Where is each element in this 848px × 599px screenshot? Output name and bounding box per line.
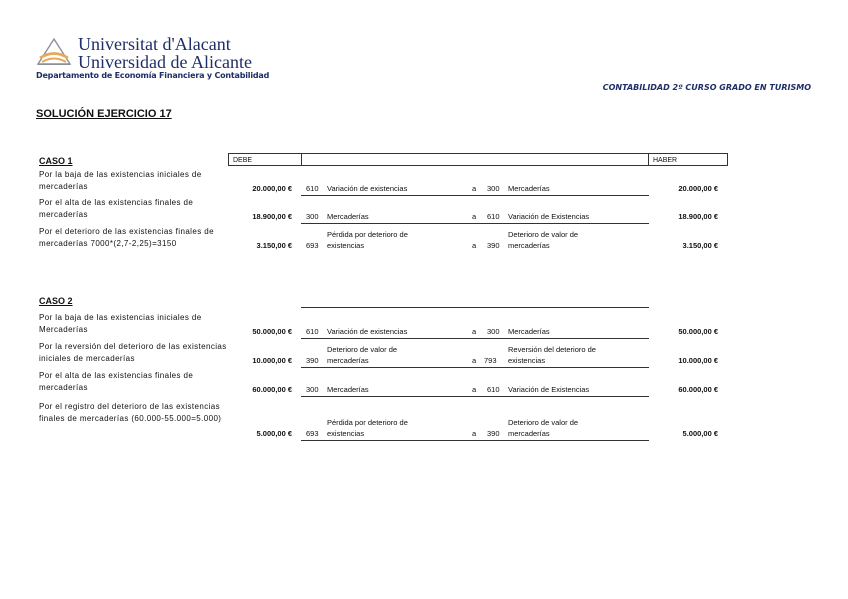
entry-divider [301,440,649,441]
caso2-entry1-debit-account: Variación de existencias [327,327,408,336]
caso2-entry4-description: Por el registro del deterioro de las existencias finales de mercaderías (60.000-55.000=5.000) [39,402,222,423]
caso1-entry1-debit-amount: 20.000,00 € [252,184,292,193]
caso1-entry1-debit-account: Variación de existencias [327,184,408,193]
caso1-entry1-debit-code: 610 [306,184,319,193]
caso2-entry3-debit-amount: 60.000,00 € [252,385,292,394]
caso2-entry4-debit-account [327,417,408,439]
credit-account-line1: Deterioro de valor de [508,418,579,427]
caso-2-top-rule [301,307,649,308]
caso2-entry1-credit-code: 300 [487,327,500,336]
caso2-entry4-debit-code: 693 [306,429,319,438]
caso2-entry3-credit-account: Variación de Existencias [508,385,590,394]
caso2-entry1-debit-amount: 50.000,00 € [252,327,292,336]
credit-account-line2: mercaderías [508,241,550,250]
caso2-entry4-debit-amount: 5.000,00 € [256,429,292,438]
caso2-entry2-credit-amount: 10.000,00 € [678,356,718,365]
entry-divider [301,396,649,397]
caso1-entry2-credit-account: Variación de Existencias [508,212,590,221]
caso2-entry4-credit-code: 390 [487,429,500,438]
caso2-entry2-debit-account [327,344,397,366]
caso1-entry3-credit-code: 390 [487,241,500,250]
caso1-entry2-credit-code: 610 [487,212,500,221]
entry-divider [301,195,649,196]
caso2-entry4-credit-account [508,417,578,439]
department-name: Departamento de Economía Financiera y Contabilidad [36,71,270,80]
caso1-entry2-a: a [472,212,477,221]
caso1-entry2-debit-account: Mercaderías [327,212,369,221]
entry-divider [301,367,649,368]
debit-account-line2: existencias [327,429,365,438]
caso1-entry3-credit-account [508,229,578,251]
debit-account-line1: Deterioro de valor de [327,345,398,354]
debit-account-line1: Pérdida por deterioro de [327,418,408,427]
caso2-entry2-debit-code: 390 [306,356,319,365]
caso2-entry1-description: Por la baja de las existencias iniciales de Mercaderías [39,313,202,334]
university-name-spanish: Universidad de Alicante [78,52,252,72]
haber-header: HABER [648,153,728,166]
caso1-entry3-debit-account [327,229,408,251]
caso2-entry2-a: a [472,356,477,365]
debit-account-line2: existencias [327,241,365,250]
caso1-entry1-credit-account: Mercaderías [508,184,550,193]
caso2-entry3-debit-account: Mercaderías [327,385,369,394]
caso2-entry2-description: Por la reversión del deterioro de las existencias iniciales de mercaderías [39,342,227,363]
page-title: SOLUCIÓN EJERCICIO 17 [36,108,172,120]
caso1-entry3-debit-code: 693 [306,241,319,250]
caso-2-label: CASO 2 [39,296,73,306]
caso1-entry3-description: Por el deterioro de las existencias finales de mercaderías 7000*(2,7-2,25)=3150 [39,227,214,248]
caso1-entry2-debit-amount: 18.900,00 € [252,212,292,221]
caso2-entry1-debit-code: 610 [306,327,319,336]
credit-account-line1: Reversión del deterioro de [508,345,596,354]
caso2-entry1-a: a [472,327,477,336]
caso1-entry1-a: a [472,184,477,193]
debit-account-line1: Pérdida por deterioro de [327,230,408,239]
caso1-entry2-credit-amount: 18.900,00 € [678,212,718,221]
caso1-entry1-description: Por la baja de las existencias iniciales de mercaderías [39,170,202,191]
debe-header: DEBE [228,153,302,166]
caso2-entry2-credit-code: 793 [484,356,497,365]
caso1-entry3-debit-amount: 3.150,00 € [256,241,292,250]
university-name-catalan: Universitat d'Alacant [78,34,231,54]
entry-divider [301,338,649,339]
caso2-entry2-debit-amount: 10.000,00 € [252,356,292,365]
university-logo [36,36,72,66]
credit-account-line1: Deterioro de valor de [508,230,579,239]
caso2-entry4-a: a [472,429,477,438]
caso1-entry3-credit-amount: 3.150,00 € [682,241,718,250]
caso2-entry3-debit-code: 300 [306,385,319,394]
caso1-entry2-description: Por el alta de las existencias finales de mercaderías [39,198,194,219]
course-name: CONTABILIDAD 2º CURSO GRADO EN TURISMO [602,83,811,92]
caso2-entry3-a: a [472,385,477,394]
caso2-entry1-credit-account: Mercaderías [508,327,550,336]
entry-divider [301,223,649,224]
caso1-entry2-debit-code: 300 [306,212,319,221]
credit-account-line2: mercaderías [508,429,550,438]
caso2-entry3-credit-amount: 60.000,00 € [678,385,718,394]
debit-account-line2: mercaderías [327,356,369,365]
caso2-entry3-credit-code: 610 [487,385,500,394]
credit-account-line2: existencias [508,356,546,365]
caso1-entry1-credit-amount: 20.000,00 € [678,184,718,193]
caso-1-label: CASO 1 [39,156,73,166]
caso2-entry3-description: Por el alta de las existencias finales de mercaderías [39,371,194,392]
header-middle [301,153,649,166]
caso2-entry2-credit-account [508,344,596,366]
caso2-entry4-credit-amount: 5.000,00 € [682,429,718,438]
caso1-entry3-a: a [472,241,477,250]
caso2-entry1-credit-amount: 50.000,00 € [678,327,718,336]
caso1-entry1-credit-code: 300 [487,184,500,193]
